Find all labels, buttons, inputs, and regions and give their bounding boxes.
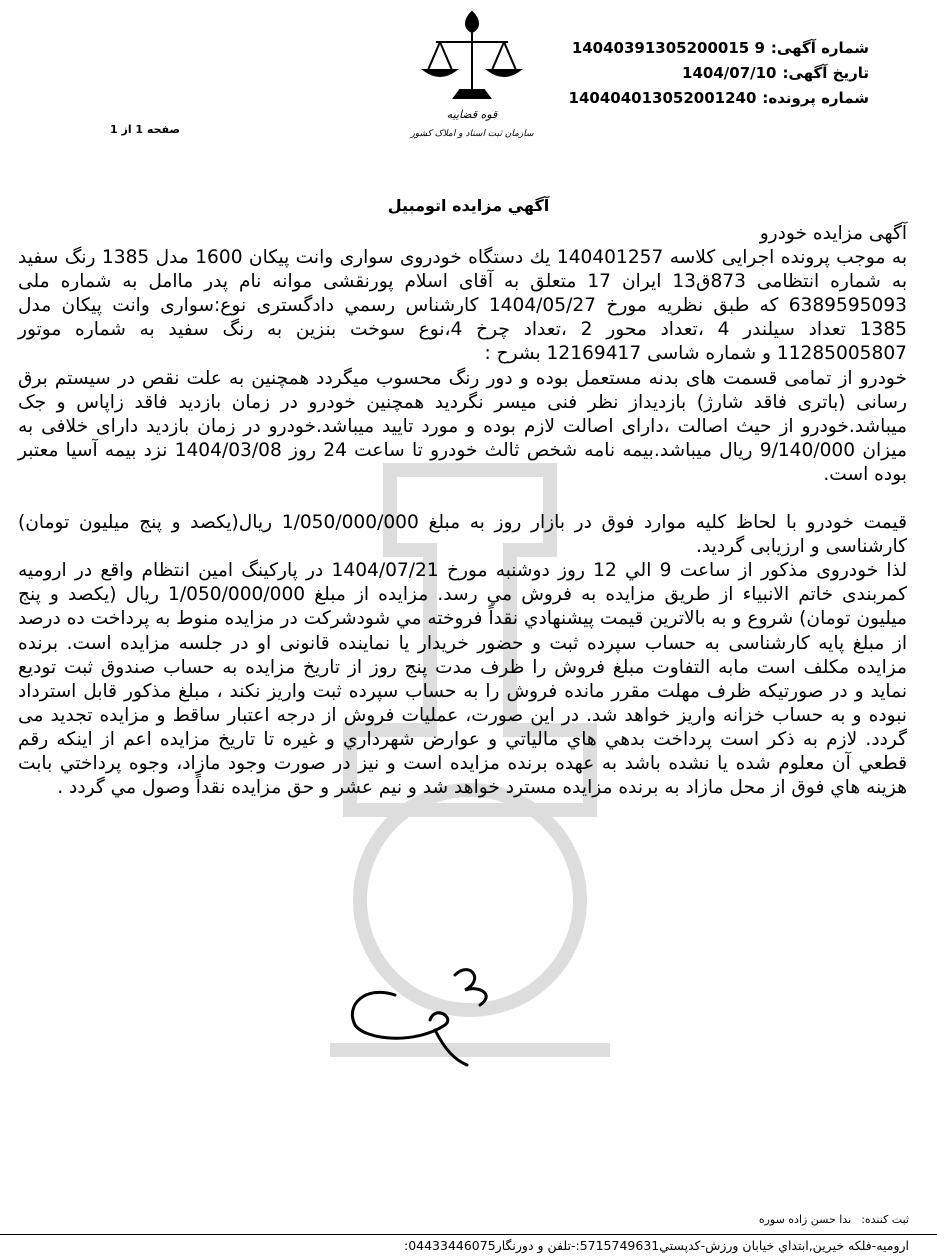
paragraph-gap bbox=[18, 487, 907, 511]
emblem-line1: قوه قضاییه bbox=[446, 108, 498, 121]
judiciary-emblem-icon bbox=[392, 6, 552, 152]
ad-date-row bbox=[539, 61, 869, 86]
case-number-row bbox=[539, 86, 869, 111]
footer-divider bbox=[0, 1234, 937, 1235]
emblem-line2: سازمان ثبت اسناد و املاک کشور bbox=[410, 129, 534, 139]
page-number: صفحه 1 از 1 bbox=[110, 123, 181, 136]
ad-number-label: شماره آگهی: bbox=[770, 39, 869, 57]
page-title: آگهي مزايده اتومبيل bbox=[387, 196, 550, 215]
ad-date-value: 1404/07/10 bbox=[682, 64, 777, 82]
signature-icon bbox=[335, 955, 505, 1075]
body-paragraph-1: به موجب پرونده اجرایی کلاسه 140401257 يك دستگاه خودروی سواری وانت پیکان 1600 مدل 1385 رنگ سفید به شماره انتظامی 873ق13 ایران 17 متعلق به آقای اسلام پورنقشی موانه نام پدر ماامل به شماره ملی 6389595093 که طبق نظریه مورخ 1404/05/27 کارشناس رسمي دادگستری نوع:سواری وانت پیکان مدل 1385 تعداد سیلندر 4 ،تعداد محور 2 ،تعداد چرخ 4،نوع سوخت بنزین به رنگ سفید به شماره موتور 11285005807 و شماره شاسی 12169417 بشرح : bbox=[18, 247, 908, 365]
body-paragraph-4: لذا خودروی مذکور از ساعت 9 الي 12 روز دوشنبه مورخ 1404/07/21 در پارکینگ امین انتظام واقع در ارومیه کمربندی خاتم الانبیاء از طريق مزايده به فروش مي رسد. مزايده از مبلغ 1/050/000/000 ریال (یکصد و پنج میلیون تومان) شروع و به بالاترين قيمت پيشنهادي نقداً فروخته مي شودشرکت در مزايده منوط به پرداخت ده درصد از مبلغ پایه کارشناسی به حساب سپرده ثبت و حضور خریدار یا نماینده قانونی او در جلسه مزایده است. برنده مزایده مکلف است مابه التفاوت مبلغ فروش را ظرف مدت پنج روز از تاریخ مزایده به حساب صندوق ثبت تودیع نماید و در صورتیکه ظرف مهلت مقرر مانده فروش را به حساب سپرده ثبت واریز نکند ، مبلغ مذکور قابل استرداد نبوده و به حساب خزانه واریز خواهد شد. در این صورت، عملیات فروش از درجه اعتبار ساقط و مزایده تجدید می گردد. لازم به ذکر است پرداخت بدهي هاي مالیاتي و عوارض شهرداري و غیره تا تاريخ مزايده اعم از اينکه رقم قطعي آن معلوم شده يا نشده باشد به عهده برنده مزايده است و نیز در صورت وجود مازاد، وجوه پرداختي بابت هزينه هاي فوق از محل مازاد به برنده مزايده مسترد خواهد شد و نیم عشر و حق مزایده نقداً وصول مي گردد . bbox=[18, 560, 908, 799]
case-number-label: شماره پرونده: bbox=[762, 89, 869, 107]
notice-body bbox=[18, 222, 907, 800]
registrar-label: ثبت کننده: bbox=[861, 1213, 909, 1226]
body-paragraph-3: قیمت خودرو با لحاظ کلیه موارد فوق در بازار روز به مبلغ 1/050/000/000 ریال(یکصد و پنج میلیون تومان) کارشناسی و ارزیابی گردید. bbox=[18, 512, 907, 558]
registrar-row bbox=[759, 1213, 909, 1226]
ad-number-row bbox=[539, 36, 869, 61]
ad-number-value: 14040391305200015 9 bbox=[571, 39, 765, 57]
body-paragraph-2: خودرو از تمامی قسمت های بدنه مستعمل بوده و دور رنگ محسوب میگردد همچنین به علت نقص در سیستم برق رسانی (باتری فاقد شارژ) بازدیداز نظر فنی میسر نگردید همچنین خودرو در زمان بازدید فاقد زاپاس و جک میباشد.خودرو از حیث اصالت ،دارای اصالت لازم بوده و مورد تایید میباشد.خودرو در زمان بازدید دارای خلافی به میزان 9/140/000 ریال میباشد.بیمه نامه شخص ثالث خودرو تا ساعت 24 روز 1404/03/08 نزد بیمه آسیا معتبر بوده است. bbox=[18, 367, 907, 485]
case-number-value: 140404013052001240 bbox=[568, 89, 757, 107]
body-heading: آگهی مزایده خودرو bbox=[759, 223, 907, 244]
ad-meta-block bbox=[539, 36, 869, 111]
ad-date-label: تاریخ آگهی: bbox=[782, 64, 869, 82]
footer-address: ارومیه-فلکه خیرین,ابتداي خيابان ورزش-کدپستي5715749631:-تلفن و دورنگار04433446075: bbox=[403, 1238, 909, 1253]
registrar-name: ندا حسن زاده سوره bbox=[758, 1213, 852, 1226]
